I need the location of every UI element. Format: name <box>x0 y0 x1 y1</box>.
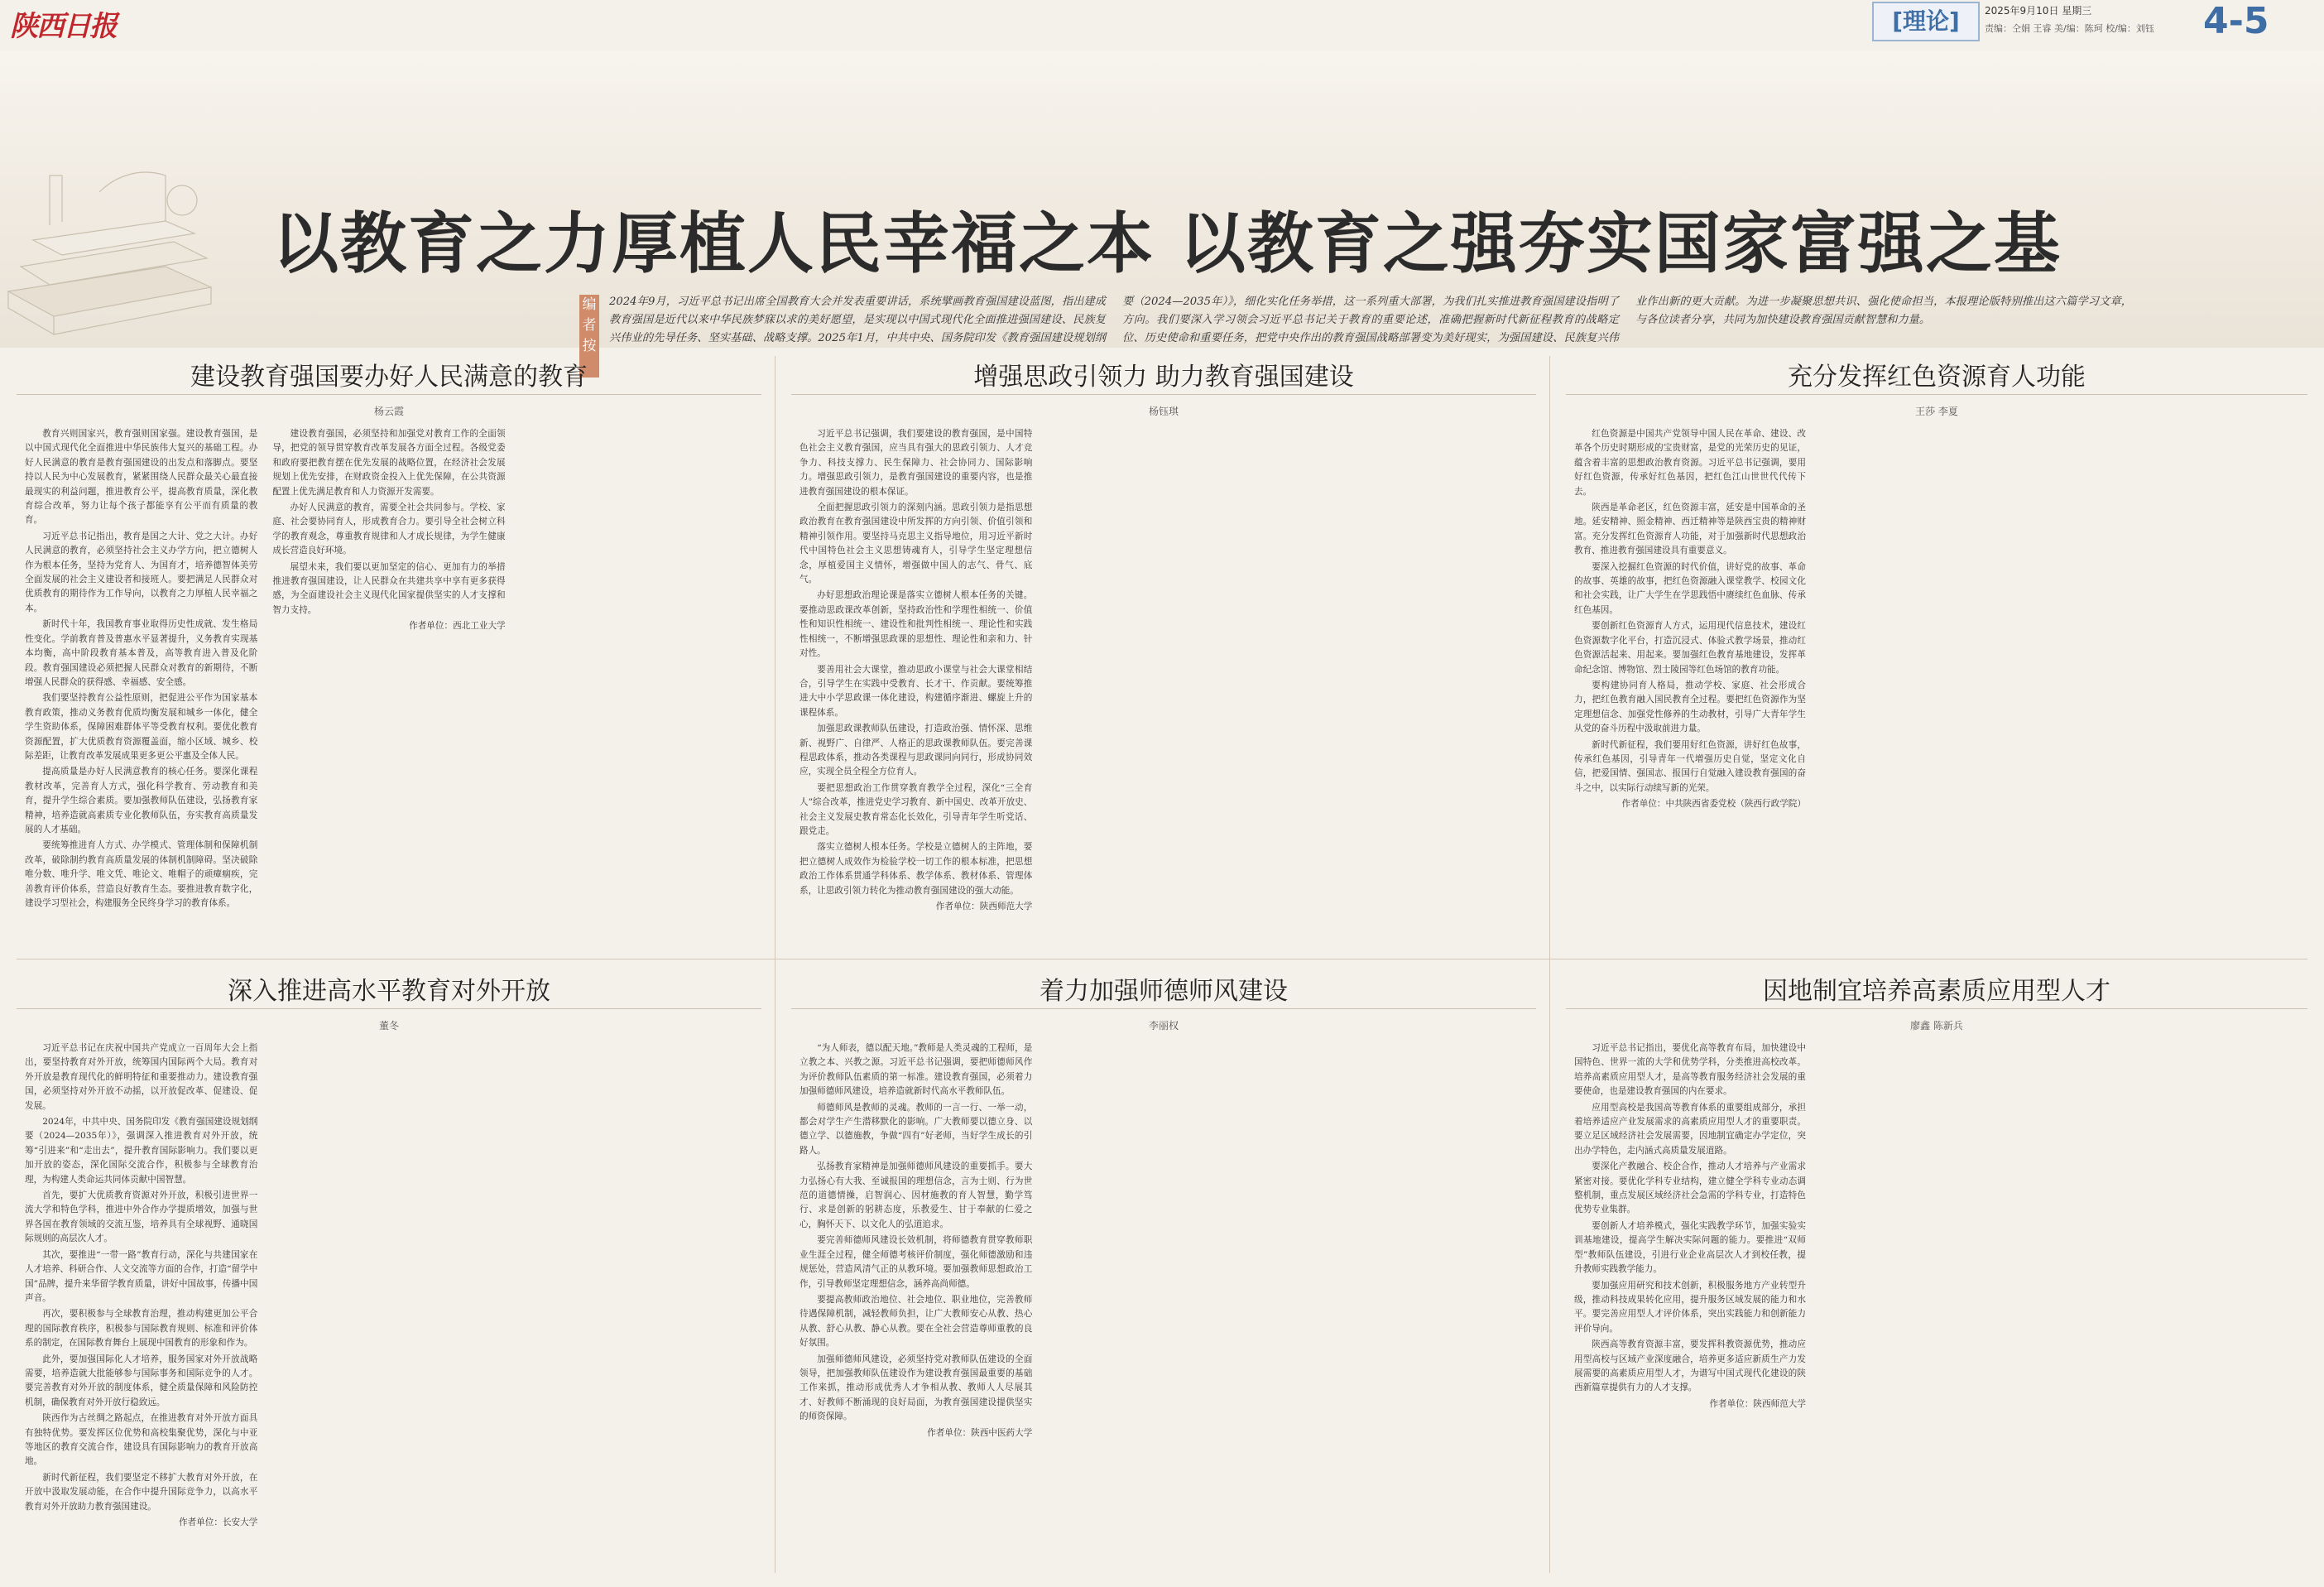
article-paragraph: 要把思想政治工作贯穿教育教学全过程，深化“三全育人”综合改革，推进党史学习教育、新中国史、改革开放史、社会主义发展史教育常态化长效化，引导青年学生听党话、跟党走。 <box>799 782 1033 836</box>
article-paragraph: 建设教育强国，必须坚持和加强党对教育工作的全面领导，把党的领导贯穿教育改革发展各方面全过程。各级党委和政府要把教育摆在优先发展的战略位置，在经济社会发展规划上优先安排，在财政资金投入上优先保障，在公共资源配置上优先满足教育和人力资源开发需要。 <box>272 429 506 497</box>
article-paragraph: 办好人民满意的教育，需要全社会共同参与。学校、家庭、社会要协同育人，形成教育合力。要引导全社会树立科学的教育观念，尊重教育规律和人才成长规律，为学生健康成长营造良好环境。 <box>272 503 506 556</box>
article-title: 增强思政引领力 助力教育强国建设 <box>973 363 1354 392</box>
article-author: 廖鑫 陈新兵 <box>1910 1020 1963 1032</box>
article <box>791 356 1536 948</box>
staff-credits: 责编：仝娟 王睿 美/编：陈珂 校/编：刘钰 <box>1985 23 2154 34</box>
article-paragraph: 教育兴则国家兴，教育强则国家强。建设教育强国，是以中国式现代化全面推进中华民族伟大复兴的基础工程。办好人民满意的教育是教育强国建设的出发点和落脚点。要坚持以人民为中心发展教育，紧紧围绕人民群众最关心最直接最现实的利益问题，推进教育公平，提高教育质量，深化教育综合改革，努力让每个孩子都能享有公平而有质量的教育。 <box>25 429 258 526</box>
article <box>1566 970 2307 1579</box>
article-paragraph: 陕西是革命老区，红色资源丰富，延安是中国革命的圣地。延安精神、照金精神、西迁精神等是陕西宝贵的精神财富。充分发挥红色资源育人功能，对于加强新时代思想政治教育、推进教育强国建设具有重要意义。 <box>1574 503 1806 556</box>
title-rule <box>791 394 1536 395</box>
article-author: 王莎 李夏 <box>1915 406 1958 417</box>
article-affiliation: 作者单位：中共陕西省委党校（陕西行政学院） <box>1621 799 1806 810</box>
article-author: 李丽权 <box>1148 1020 1179 1032</box>
article-affiliation: 作者单位：陕西师范大学 <box>935 902 1033 911</box>
article-paragraph: 此外，要加强国际化人才培养，服务国家对外开放战略需要，培养造就大批能够参与国际事务和国际竞争的人才。要完善教育对外开放的制度体系，健全质量保障和风险防控机制，确保教育对外开放行稳致远。 <box>25 1354 258 1407</box>
article-paragraph: 要深入挖掘红色资源的时代价值，讲好党的故事、革命的故事、英雄的故事，把红色资源融入课堂教学、校园文化和社会实践，让广大学生在学思践悟中赓续红色血脉、传承红色基因。 <box>1574 561 1806 615</box>
article-paragraph: 办好思想政治理论课是落实立德树人根本任务的关键。要推动思政课改革创新，坚持政治性和学理性相统一、价值性和知识性相统一、建设性和批判性相统一、理论性和实践性相统一，不断增强思政课的思想性、理论性和亲和力、针对性。 <box>799 590 1033 659</box>
article-author: 杨云霞 <box>373 406 404 417</box>
article-body <box>1574 427 2299 940</box>
article-paragraph: 习近平总书记指出，教育是国之大计、党之大计。办好人民满意的教育，必须坚持社会主义办学方向，把立德树人作为根本任务，坚持为党育人、为国育才，培养德智体美劳全面发展的社会主义建设者和接班人。要把满足人民群众对优质教育的期待作为工作导向，以教育之力厚植人民幸福之本。 <box>25 531 258 613</box>
article-paragraph: 加强师德师风建设，必须坚持党对教师队伍建设的全面领导，把加强教师队伍建设作为建设教育强国最重要的基础工作来抓，推动形成优秀人才争相从教、教师人人尽展其才、好教师不断涌现的良好局面，为教育强国建设提供坚实的师资保障。 <box>799 1354 1033 1422</box>
article-body <box>799 427 1528 940</box>
article-affiliation: 作者单位：长安大学 <box>178 1517 258 1527</box>
article-paragraph: 展望未来，我们要以更加坚定的信心、更加有力的举措推进教育强国建设，让人民群众在共建共享中享有更多获得感，为全面建设社会主义现代化国家提供坚实的人才支撑和智力支持。 <box>272 561 506 615</box>
article-body <box>1574 1041 2299 1570</box>
article-paragraph: 师德师风是教师的灵魂。教师的一言一行、一举一动，都会对学生产生潜移默化的影响。广大教师要以德立身、以德立学、以德施教，争做“四有”好老师，当好学生成长的引路人。 <box>799 1102 1033 1156</box>
article-paragraph: 要创新人才培养模式，强化实践教学环节，加强实验实训基地建设，提高学生解决实际问题的能力。要推进“双师型”教师队伍建设，引进行业企业高层次人才到校任教，提升教师实践教学能力。 <box>1574 1220 1806 1275</box>
article <box>17 356 761 948</box>
article-paragraph: 再次，要积极参与全球教育治理，推动构建更加公平合理的国际教育秩序，积极参与国际教育规则、标准和评价体系的制定，在国际教育舞台上展现中国教育的形象和作为。 <box>25 1309 258 1349</box>
article-paragraph: 要统筹推进育人方式、办学模式、管理体制和保障机制改革，破除制约教育高质量发展的体制机制障碍。坚决破除唯分数、唯升学、唯文凭、唯论文、唯帽子的顽瘴痼疾，完善教育评价体系，营造良好教育生态。要推进教育数字化，建设学习型社会，构建服务全民终身学习的教育体系。 <box>25 840 258 908</box>
article-body <box>25 1041 753 1570</box>
article <box>1566 356 2307 948</box>
article-paragraph: 习近平总书记强调，我们要建设的教育强国，是中国特色社会主义教育强国，应当具有强大的思政引领力、人才竞争力、科技支撑力、民生保障力、社会协同力、国际影响力。增强思政引领力，是教育强国建设的重要内容，也是推进教育强国建设的根本保证。 <box>799 429 1033 497</box>
article-affiliation: 作者单位：西北工业大学 <box>409 621 506 632</box>
article-paragraph: 2024年，中共中央、国务院印发《教育强国建设规划纲要（2024—2035年）》，强调深入推进教育对外开放，统筹“引进来”和“走出去”，提升教育国际影响力。我们要以更加开放的姿态，深化国际交流合作，积极参与全球教育治理，为构建人类命运共同体贡献中国智慧。 <box>25 1117 258 1185</box>
article-paragraph: 新时代十年，我国教育事业取得历史性成就、发生格局性变化。学前教育普及普惠水平显著提升，义务教育实现基本均衡，高中阶段教育基本普及，高等教育进入普及化阶段。教育强国建设必须把握人民群众对教育的新期待，不断增强人民群众的获得感、幸福感、安全感。 <box>25 619 258 687</box>
article-body <box>25 427 753 940</box>
article-paragraph: 提高质量是办好人民满意教育的核心任务。要深化课程教材改革，完善育人方式，强化科学教育、劳动教育和美育，提升学生综合素质。要加强教师队伍建设，弘扬教育家精神，培养造就高素质专业化教师队伍，夯实教育高质量发展的人才基础。 <box>25 767 258 834</box>
column-divider <box>1549 356 1550 1573</box>
dateline: 2025年9月10日 星期三 <box>1985 5 2092 17</box>
article-paragraph: 全面把握思政引领力的深刻内涵。思政引领力是指思想政治教育在教育强国建设中所发挥的方向引领、价值引领和精神引领作用。要坚持马克思主义指导地位，用习近平新时代中国特色社会主义思想铸魂育人，引导学生坚定理想信念，厚植爱国主义情怀，增强做中国人的志气、骨气、底气。 <box>799 503 1033 585</box>
article-affiliation: 作者单位：陕西中医药大学 <box>927 1427 1033 1438</box>
article-paragraph: 习近平总书记指出，要优化高等教育布局，加快建设中国特色、世界一流的大学和优势学科，分类推进高校改革。培养高素质应用型人才，是高等教育服务经济社会发展的重要使命，也是建设教育强国的内在要求。 <box>1574 1043 1806 1097</box>
article-paragraph: 要加强应用研究和技术创新，积极服务地方产业转型升级，推动科技成果转化应用，提升服务区域发展的能力和水平。要完善应用型人才评价体系，突出实践能力和创新能力评价导向。 <box>1574 1280 1806 1334</box>
article-paragraph: 要创新红色资源育人方式，运用现代信息技术，建设红色资源数字化平台，打造沉浸式、体验式教学场景，推动红色资源活起来、用起来。要加强红色教育基地建设，发挥革命纪念馆、博物馆、烈士陵园等红色场馆的教育功能。 <box>1574 621 1806 675</box>
article <box>791 970 1536 1579</box>
main-headline: 以教育之力厚植人民幸福之本 以教育之强夯实国家富强之基 <box>272 205 2062 282</box>
article-paragraph: 落实立德树人根本任务。学校是立德树人的主阵地，要把立德树人成效作为检验学校一切工作的根本标准，把思想政治工作体系贯通学科体系、教学体系、教材体系、管理体系，让思政引领力转化为推动教育强国建设的强大动能。 <box>799 842 1033 896</box>
article-paragraph: 要提高教师政治地位、社会地位、职业地位，完善教师待遇保障机制，减轻教师负担，让广大教师安心从教、热心从教、舒心从教、静心从教。要在全社会营造尊师重教的良好氛围。 <box>799 1294 1033 1349</box>
article-paragraph: 要构建协同育人格局，推动学校、家庭、社会形成合力，把红色教育融入国民教育全过程。要把红色资源作为坚定理想信念、加强党性修养的生动教材，引导广大青年学生从党的奋斗历程中汲取前进力量。 <box>1574 680 1806 734</box>
article-paragraph: 加强思政课教师队伍建设，打造政治强、情怀深、思维新、视野广、自律严、人格正的思政课教师队伍。要完善课程思政体系，推动各类课程与思政课同向同行，形成协同效应，实现全员全程全方位育人。 <box>799 724 1033 777</box>
article-paragraph: 应用型高校是我国高等教育体系的重要组成部分，承担着培养适应产业发展需求的高素质应用型人才的重要职责。要立足区域经济社会发展需要，因地制宜确定办学定位，突出办学特色，走内涵式高质量发展道路。 <box>1574 1102 1806 1156</box>
article-paragraph: 其次，要推进“一带一路”教育行动，深化与共建国家在人才培养、科研合作、人文交流等方面的合作，打造“留学中国”品牌，提升来华留学教育质量，讲好中国故事，传播中国声音。 <box>25 1249 258 1303</box>
editor-note-tag: 编者按 <box>579 295 599 378</box>
title-rule <box>1566 394 2307 395</box>
title-rule <box>17 394 761 395</box>
article-paragraph: 要善用社会大课堂，推动思政小课堂与社会大课堂相结合，引导学生在实践中受教育、长才干、作贡献。要统筹推进大中小学思政课一体化建设，构建循序渐进、螺旋上升的课程体系。 <box>799 664 1033 718</box>
article-paragraph: 习近平总书记在庆祝中国共产党成立一百周年大会上指出，要坚持教育对外开放，统筹国内国际两个大局。教育对外开放是教育现代化的鲜明特征和重要推动力。建设教育强国，必须坚持对外开放不动摇，以开放促改革、促建设、促发展。 <box>25 1043 258 1111</box>
page-number: 4-5 <box>2203 0 2269 42</box>
hero-banner <box>0 51 2324 354</box>
article-paragraph: 要深化产教融合、校企合作，推动人才培养与产业需求紧密对接。要优化学科专业结构，建立健全学科专业动态调整机制，重点发展区域经济社会急需的学科专业，打造特色优势专业集群。 <box>1574 1161 1806 1215</box>
article-paragraph: “为人师表，德以配天地。”教师是人类灵魂的工程师，是立教之本、兴教之源。习近平总书记强调，要把师德师风作为评价教师队伍素质的第一标准。建设教育强国，必须着力加强师德师风建设，培养造就新时代高水平教师队伍。 <box>799 1043 1033 1097</box>
article-paragraph: 首先，要扩大优质教育资源对外开放，积极引进世界一流大学和特色学科，推进中外合作办学提质增效，加强与世界各国在教育领域的交流互鉴，培养具有全球视野、通晓国际规则的高层次人才。 <box>25 1190 258 1244</box>
article-body <box>799 1041 1528 1570</box>
article-paragraph: 红色资源是中国共产党领导中国人民在革命、建设、改革各个历史时期形成的宝贵财富，是党的光荣历史的见证，蕴含着丰富的思想政治教育资源。习近平总书记强调，要用好红色资源，传承好红色基因，把红色江山世世代代传下去。 <box>1574 429 1806 497</box>
editor-note-text: 2024年9月，习近平总书记出席全国教育大会并发表重要讲话，系统擘画教育强国建设蓝图，指出建成教育强国是近代以来中华民族梦寐以求的美好愿望，是实现以中国式现代化全面推进强国建设、民族复兴伟业的先导任务、坚实基础、战略支撑。2025年1月，中共中央、国务院印发《教育强国建设规划纲要（2024—2035年）》，细化实化任务举措，这一系列重大部署，为我们扎实推进教育强国建设指明了方向。我们要深入学习领会习近平总书记关于教育的重要论述，准确把握新时代新征程教育的战略定位、历史使命和重要任务，把党中央作出的教育强国战略部署变为美好现实，为强国建设、民族复兴伟业作出新的更大贡献。为进一步凝聚思想共识、强化使命担当，本报理论版特别推出这六篇学习文章，与各位读者分享，共同为加快建设教育强国贡献智慧和力量。 <box>609 296 2132 344</box>
article-title: 建设教育强国要办好人民满意的教育 <box>190 363 588 392</box>
title-rule <box>17 1008 761 1009</box>
title-rule <box>791 1008 1536 1009</box>
section-tag: [理论] <box>1872 2 1980 41</box>
article-paragraph: 弘扬教育家精神是加强师德师风建设的重要抓手。要大力弘扬心有大我、至诚报国的理想信念，言为士则、行为世范的道德情操，启智润心、因材施教的育人智慧，勤学笃行、求是创新的躬耕态度，乐教爱生、甘于奉献的仁爱之心，胸怀天下、以文化人的弘道追求。 <box>799 1161 1033 1229</box>
masthead <box>0 0 2324 51</box>
article-paragraph: 我们要坚持教育公益性原则，把促进公平作为国家基本教育政策，推动义务教育优质均衡发展和城乡一体化，健全学生资助体系，保障困难群体平等受教育权利。要优化教育资源配置，扩大优质教育资源覆盖面，缩小区域、城乡、校际差距，让教育改革发展成果更多更公平惠及全体人民。 <box>25 693 258 761</box>
article-paragraph: 陕西作为古丝绸之路起点，在推进教育对外开放方面具有独特优势。要发挥区位优势和高校集聚优势，深化与中亚等地区的教育交流合作，建设具有国际影响力的教育开放高地。 <box>25 1413 258 1467</box>
article-author: 杨钰琪 <box>1148 406 1179 417</box>
article-affiliation: 作者单位：陕西师范大学 <box>1709 1398 1806 1409</box>
article-paragraph: 新时代新征程，我们要坚定不移扩大教育对外开放，在开放中汲取发展动能，在合作中提升国际竞争力，以高水平教育对外开放助力教育强国建设。 <box>25 1472 258 1512</box>
article-title: 充分发挥红色资源育人功能 <box>1788 363 2086 392</box>
article-title: 深入推进高水平教育对外开放 <box>228 977 550 1006</box>
newspaper-logo: 陕西日报 <box>10 10 116 43</box>
article-author: 董冬 <box>378 1020 399 1032</box>
article-paragraph: 新时代新征程，我们要用好红色资源，讲好红色故事，传承红色基因，引导青年一代增强历史自觉，坚定文化自信，把爱国情、强国志、报国行自觉融入建设教育强国的奋斗之中，以实际行动续写新的光荣。 <box>1574 739 1806 793</box>
article-title: 因地制宜培养高素质应用型人才 <box>1763 977 2110 1006</box>
article-paragraph: 要完善师德师风建设长效机制，将师德教育贯穿教师职业生涯全过程，健全师德考核评价制度，强化师德激励和违规惩处，营造风清气正的从教环境。要加强教师思想政治工作，引导教师坚定理想信念，涵养高尚师德。 <box>799 1235 1033 1289</box>
article-title: 着力加强师德师风建设 <box>1040 977 1288 1006</box>
title-rule <box>1566 1008 2307 1009</box>
article-paragraph: 陕西高等教育资源丰富，要发挥科教资源优势，推动应用型高校与区域产业深度融合，培养更多适应新质生产力发展需要的高素质应用型人才，为谱写中国式现代化建设的陕西新篇章提供有力的人才支撑。 <box>1574 1339 1806 1393</box>
article <box>17 970 761 1579</box>
